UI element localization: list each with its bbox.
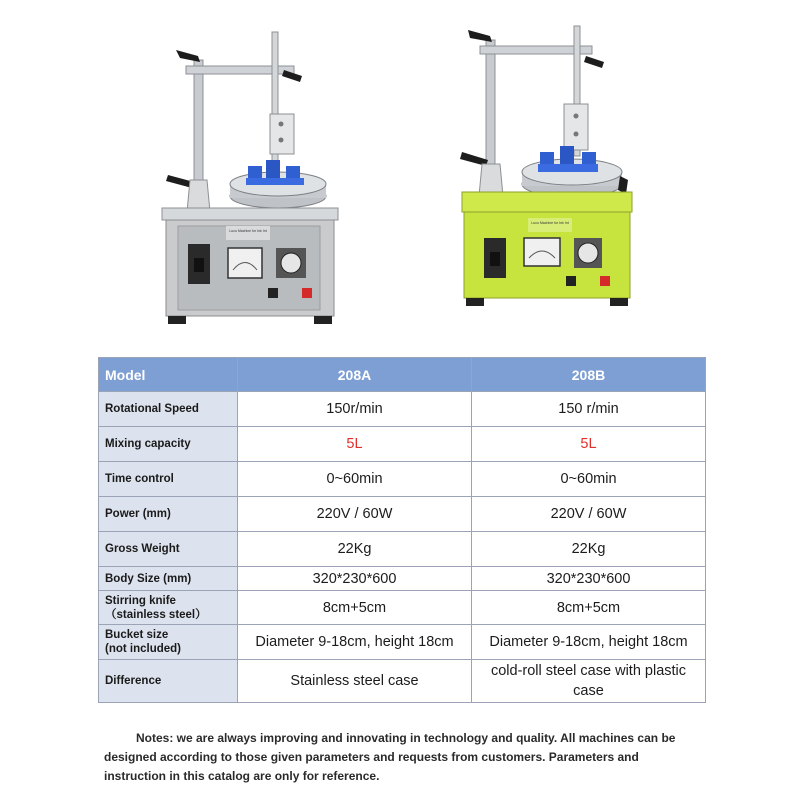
cell-208a: 220V / 60W (238, 497, 472, 532)
cell-208b: cold-roll steel case with plastic case (472, 660, 706, 703)
table-row (99, 392, 706, 427)
row-label (99, 625, 238, 660)
row-label-line1: Bucket size (105, 629, 169, 641)
cell-208a: 5L (238, 427, 472, 462)
row-label: Mixing capacity (99, 427, 238, 462)
table-row (99, 625, 706, 660)
header-model: Model (99, 358, 238, 392)
row-label: Time control (99, 462, 238, 497)
machine-208b-image (460, 26, 632, 306)
cell-208b: 150 r/min (472, 392, 706, 427)
cell-208b: Diameter 9-18cm, height 18cm (472, 625, 706, 660)
table-row (99, 532, 706, 567)
cell-208a: Diameter 9-18cm, height 18cm (238, 625, 472, 660)
row-label: Power (mm) (99, 497, 238, 532)
row-label: Gross Weight (99, 532, 238, 567)
cell-208a: 0~60min (238, 462, 472, 497)
cell-208a: Stainless steel case (238, 660, 472, 703)
table-row (99, 591, 706, 625)
cell-208a: 22Kg (238, 532, 472, 567)
machine-208a-panel-text: Lucu Machine for Ink Int (229, 229, 267, 233)
table-header-row (99, 358, 706, 392)
cell-208b: 220V / 60W (472, 497, 706, 532)
product-photos (0, 0, 800, 340)
row-label (99, 591, 238, 625)
table-row (99, 427, 706, 462)
cell-208b: 320*230*600 (472, 567, 706, 591)
row-label-line2: （stainless steel） (105, 608, 207, 621)
header-208b: 208B (472, 358, 706, 392)
table-row (99, 497, 706, 532)
spec-table (98, 357, 706, 703)
machine-208a-image (162, 32, 338, 324)
row-label: Difference (99, 660, 238, 703)
header-208a: 208A (238, 358, 472, 392)
cell-208a: 8cm+5cm (238, 591, 472, 625)
row-label: Body Size (mm) (99, 567, 238, 591)
notes-text: Notes: we are always improving and innovating in technology and quality. All machines can be designed according to those given parameters and requests from customers. Parameters and instruction in this catalog are only for reference. (104, 731, 676, 783)
cell-208a: 150r/min (238, 392, 472, 427)
machine-208b-panel-text: Lucu Machine for Ink Int (531, 221, 569, 225)
table-row (99, 660, 706, 703)
table-row (99, 462, 706, 497)
row-label-line1: Stirring knife (105, 594, 176, 607)
cell-208b: 5L (472, 427, 706, 462)
row-label-line2: (not included) (105, 643, 182, 655)
cell-208b: 0~60min (472, 462, 706, 497)
cell-208a: 320*230*600 (238, 567, 472, 591)
cell-208b: 22Kg (472, 532, 706, 567)
row-label: Rotational Speed (99, 392, 238, 427)
cell-208b: 8cm+5cm (472, 591, 706, 625)
table-row (99, 567, 706, 591)
